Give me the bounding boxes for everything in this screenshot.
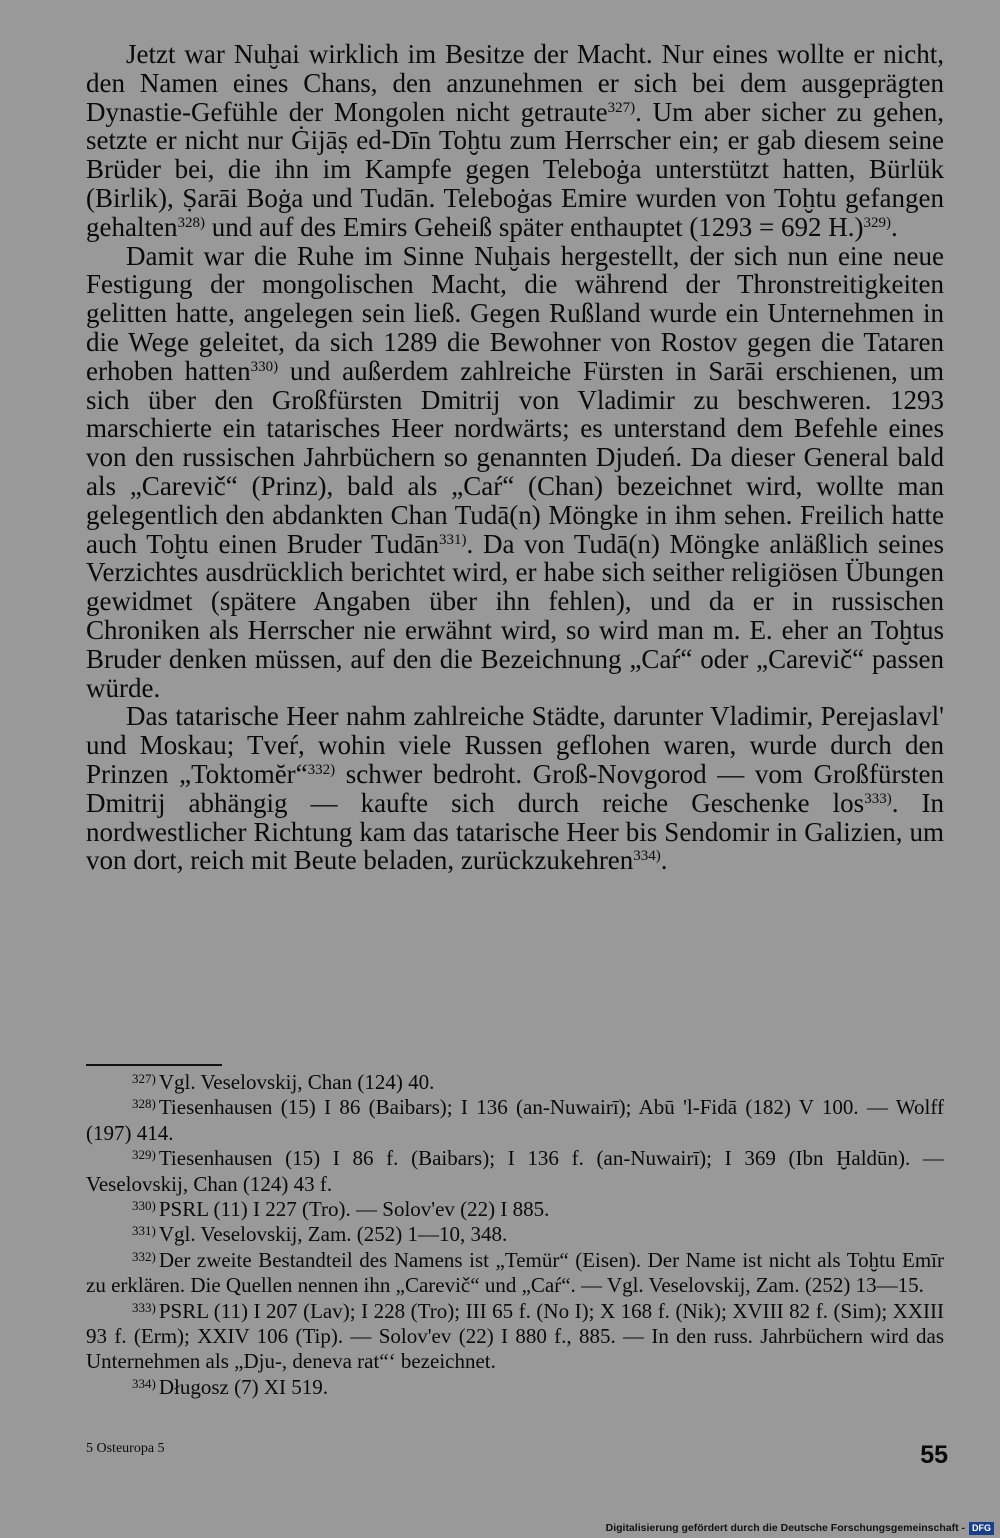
footnote-ref[interactable]: 328) — [177, 214, 205, 231]
footnote-ref[interactable]: 329) — [863, 214, 892, 231]
text-run: . — [660, 845, 668, 876]
text-run: . Da von Tudā(n) Möngke anläßlich seines Verzichtes ausdrücklich berichtet wird, er habe sich seither religiösen Übungen gewidmet (spätere Angaben über ihn fehlen), und da er in russischen Chroniken als Herrscher nie erwähnt wird, so wird man m. E. eher an Toḫtus Bruder denken müssen, auf den die Bezeichnung „Caŕ“ oder „Carevič“ passen würde. — [86, 528, 944, 703]
paragraph-2 — [86, 242, 944, 703]
digitization-footer — [606, 1521, 994, 1535]
footnote-ref[interactable]: 327) — [607, 99, 636, 116]
footnote — [86, 1222, 944, 1247]
footnote-number: 332) — [132, 1248, 156, 1264]
footnote — [86, 1197, 944, 1222]
footnotes — [86, 1070, 944, 1400]
footnote-number: 330) — [132, 1198, 156, 1214]
footnote-text: PSRL (11) I 207 (Lav); I 228 (Tro); III 65 f. (No I); X 168 f. (Nik); XVIII 82 f. (Sim); XXIII 93 f. (Erm); XXIV 106 (Tip). — Solov'ev (22) I 880 f., 885. — In den russ. Jahrbüchern wird das Unternehmen als „Dju-, deneva rat“‘ bezeichnet. — [86, 1298, 944, 1374]
text-run: . In nordwestlicher Richtung kam das tatarische Heer bis Sendomir in Galizien, um von dort, reich mit Beute beladen, zurückzukehren — [86, 787, 944, 876]
footnote-divider — [86, 1064, 222, 1066]
footnote — [86, 1375, 944, 1400]
footnote-text: Der zweite Bestandteil des Namens ist „Temür“ (Eisen). Der Name ist nicht als Toḫtu Emīr zu erklären. Die Quellen nennen ihn „Carevič“ und „Caŕ“. — Vgl. Veselovskij, Zam. (252) 13—15. — [86, 1247, 944, 1298]
main-text — [86, 40, 944, 875]
paragraph-3 — [86, 702, 944, 875]
footnote-ref[interactable]: 332) — [307, 761, 336, 778]
text-run: und außerdem zahlreiche Fürsten in Sarāi erschienen, um sich über den Großfürsten Dmitrij von Vladimir zu beschweren. 1293 marschierte ein tatarisches Heer nordwärts; es unterstand dem Befehle eines von den russischen Jahrbüchern so genannten Djudeń. Da dieser General bald als „Carevič“ (Prinz), bald als „Caŕ“ (Chan) bezeichnet wird, wollte man gelegentlich den abdankten Chan Tudā(n) Möngke in ihm sehen. Freilich hatte auch Toḫtu einen Bruder Tudān — [86, 355, 944, 559]
footnote-text: Tiesenhausen (15) I 86 (Baibars); I 136 (an-Nuwairī); Abū 'l-Fidā (182) V 100. — Wolff (197) 414. — [86, 1095, 944, 1145]
footnote-text: PSRL (11) I 227 (Tro). — Solov'ev (22) I 885. — [158, 1197, 550, 1222]
page-number: 55 — [920, 1441, 948, 1469]
footnote-number: 329) — [132, 1147, 156, 1163]
footnote-ref[interactable]: 333) — [864, 790, 892, 807]
printer-signature: 5 Osteuropa 5 — [86, 1441, 165, 1456]
footnote — [86, 1146, 944, 1197]
footnote-number: 328) — [132, 1096, 156, 1112]
footnote-ref[interactable]: 334) — [633, 848, 661, 865]
text-run: Das tatarische Heer nahm zahlreiche Städte, darunter Vladimir, Perejaslavl' und Moskau; Tveŕ, wohin viele Russen geflohen waren, wurde durch den Prinzen „Toktomĕr“ — [86, 701, 944, 789]
footnote-number: 334) — [132, 1375, 156, 1391]
footnote — [86, 1095, 944, 1146]
footnote — [86, 1070, 944, 1095]
text-run: und auf des Emirs Geheiß später enthauptet (1293 = 692 H.) — [204, 211, 864, 242]
footnote-text: Długosz (7) XI 519. — [158, 1374, 328, 1399]
dfg-logo-icon: DFG — [969, 1522, 994, 1535]
footnote — [86, 1299, 944, 1375]
footnote-number: 333) — [132, 1299, 156, 1315]
text-run: . — [891, 211, 898, 242]
footnote-ref[interactable]: 330) — [250, 358, 279, 375]
text-run: schwer bedroht. Groß-Novgorod — vom Großfürsten Dmitrij abhängig — kaufte sich durch reiche Geschenke los — [86, 758, 944, 818]
footer-credit: Digitalisierung gefördert durch die Deutsche Forschungsgemeinschaft - — [605, 1522, 965, 1534]
text-run: Damit war die Ruhe im Sinne Nuḫais hergestellt, der sich nun eine neue Festigung der mongolischen Macht, die während der Thronstreitigkeiten gelitten hatte, angelegen sein ließ. Gegen Rußland wurde ein Unternehmen in die Wege geleitet, da sich 1289 die Bewohner von Rostov gegen die Tataren erhoben hatten — [86, 240, 944, 386]
footnote-number: 327) — [132, 1071, 156, 1086]
footnote-text: Vgl. Veselovskij, Zam. (252) 1—10, 348. — [158, 1222, 508, 1247]
footnote — [86, 1248, 944, 1299]
text-run: . Um aber sicher zu gehen, setzte er nicht nur Ġijāṣ ed-Dīn Toḫtu zum Herrscher ein; er gab diesem seine Brüder bei, die ihn im Kampfe gegen Teleboġa unterstützt hatten, Bürlük (Birlik), Ṣarāi Boġa und Tudān. Teleboġas Emire wurden von Toḫtu gefangen gehalten — [86, 96, 945, 242]
text-run: Jetzt war Nuḫai wirklich im Besitze der Macht. Nur eines wollte er nicht, den Namen eines Chans, den anzunehmen er sich bei dem ausgeprägten Dynastie-Gefühle der Mongolen nicht getraute — [86, 39, 944, 127]
footnote-ref[interactable]: 331) — [438, 531, 467, 548]
footnote-number: 331) — [132, 1223, 156, 1239]
footnote-text: Vgl. Veselovskij, Chan (124) 40. — [158, 1070, 435, 1094]
footnote-text: Tiesenhausen (15) I 86 f. (Baibars); I 136 f. (an-Nuwairī); I 369 (Ibn Ḫaldūn). — Veselovskij, Chan (124) 43 f. — [86, 1146, 944, 1196]
paragraph-1 — [86, 40, 944, 242]
